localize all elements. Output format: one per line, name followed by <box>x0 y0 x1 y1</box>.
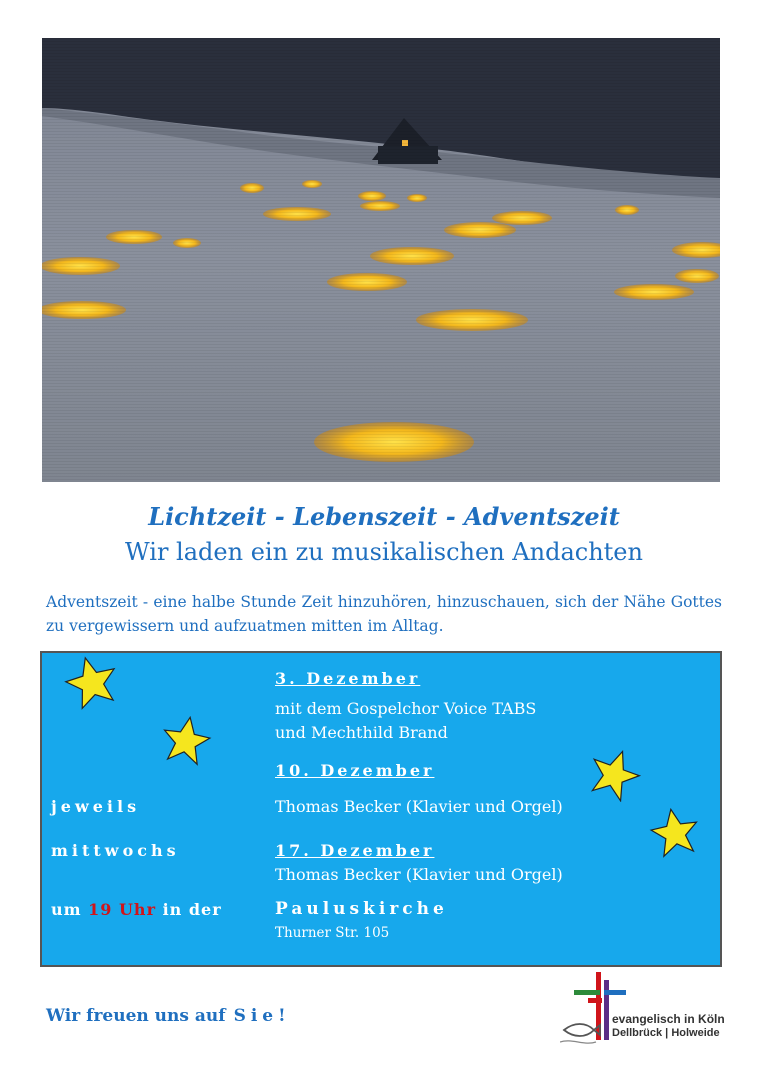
church-logo <box>560 970 730 1050</box>
time-suffix: in der <box>162 900 222 919</box>
page-subtitle: Wir laden ein zu musikalischen Andachten <box>125 538 643 566</box>
church-address: Thurner Str. 105 <box>275 925 390 941</box>
event-date-2: 10. Dezember <box>275 761 435 780</box>
weekday-label-2: mittwochs <box>51 841 180 860</box>
footer-main: Wir freuen uns auf <box>46 1006 226 1026</box>
event-date-1: 3. Dezember <box>275 669 421 688</box>
event-detail: Thomas Becker (Klavier und Orgel) <box>275 865 563 884</box>
star-icon <box>649 807 701 859</box>
church-name: Pauluskirche <box>275 899 448 919</box>
time-prefix: um <box>51 900 82 919</box>
time-label <box>51 900 222 919</box>
star-icon <box>64 655 120 711</box>
star-icon <box>587 748 641 802</box>
event-detail: und Mechthild Brand <box>275 723 448 742</box>
footer-text <box>46 1006 291 1026</box>
footer-emphasis: Sie! <box>233 1006 291 1026</box>
time-value: 19 Uhr <box>88 900 156 919</box>
page-title: Lichtzeit - Lebenszeit - Adventszeit <box>148 502 620 531</box>
star-icon <box>160 715 212 767</box>
logo-text-1: evangelisch in Köln <box>612 1012 725 1026</box>
weekday-label-1: jeweils <box>51 797 141 816</box>
event-detail: Thomas Becker (Klavier und Orgel) <box>275 797 563 816</box>
event-detail: mit dem Gospelchor Voice TABS <box>275 699 537 718</box>
schedule-box <box>40 651 722 967</box>
intro-text: Adventszeit - eine halbe Stunde Zeit hinzuhören, hinzuschauen, sich der Nähe Gottes zu vergewissern und aufzuatmen mitten im Alltag. <box>46 593 722 635</box>
logo-text-2: Dellbrück | Holweide <box>612 1027 720 1039</box>
event-date-3: 17. Dezember <box>275 841 435 860</box>
header-photo <box>42 38 720 482</box>
